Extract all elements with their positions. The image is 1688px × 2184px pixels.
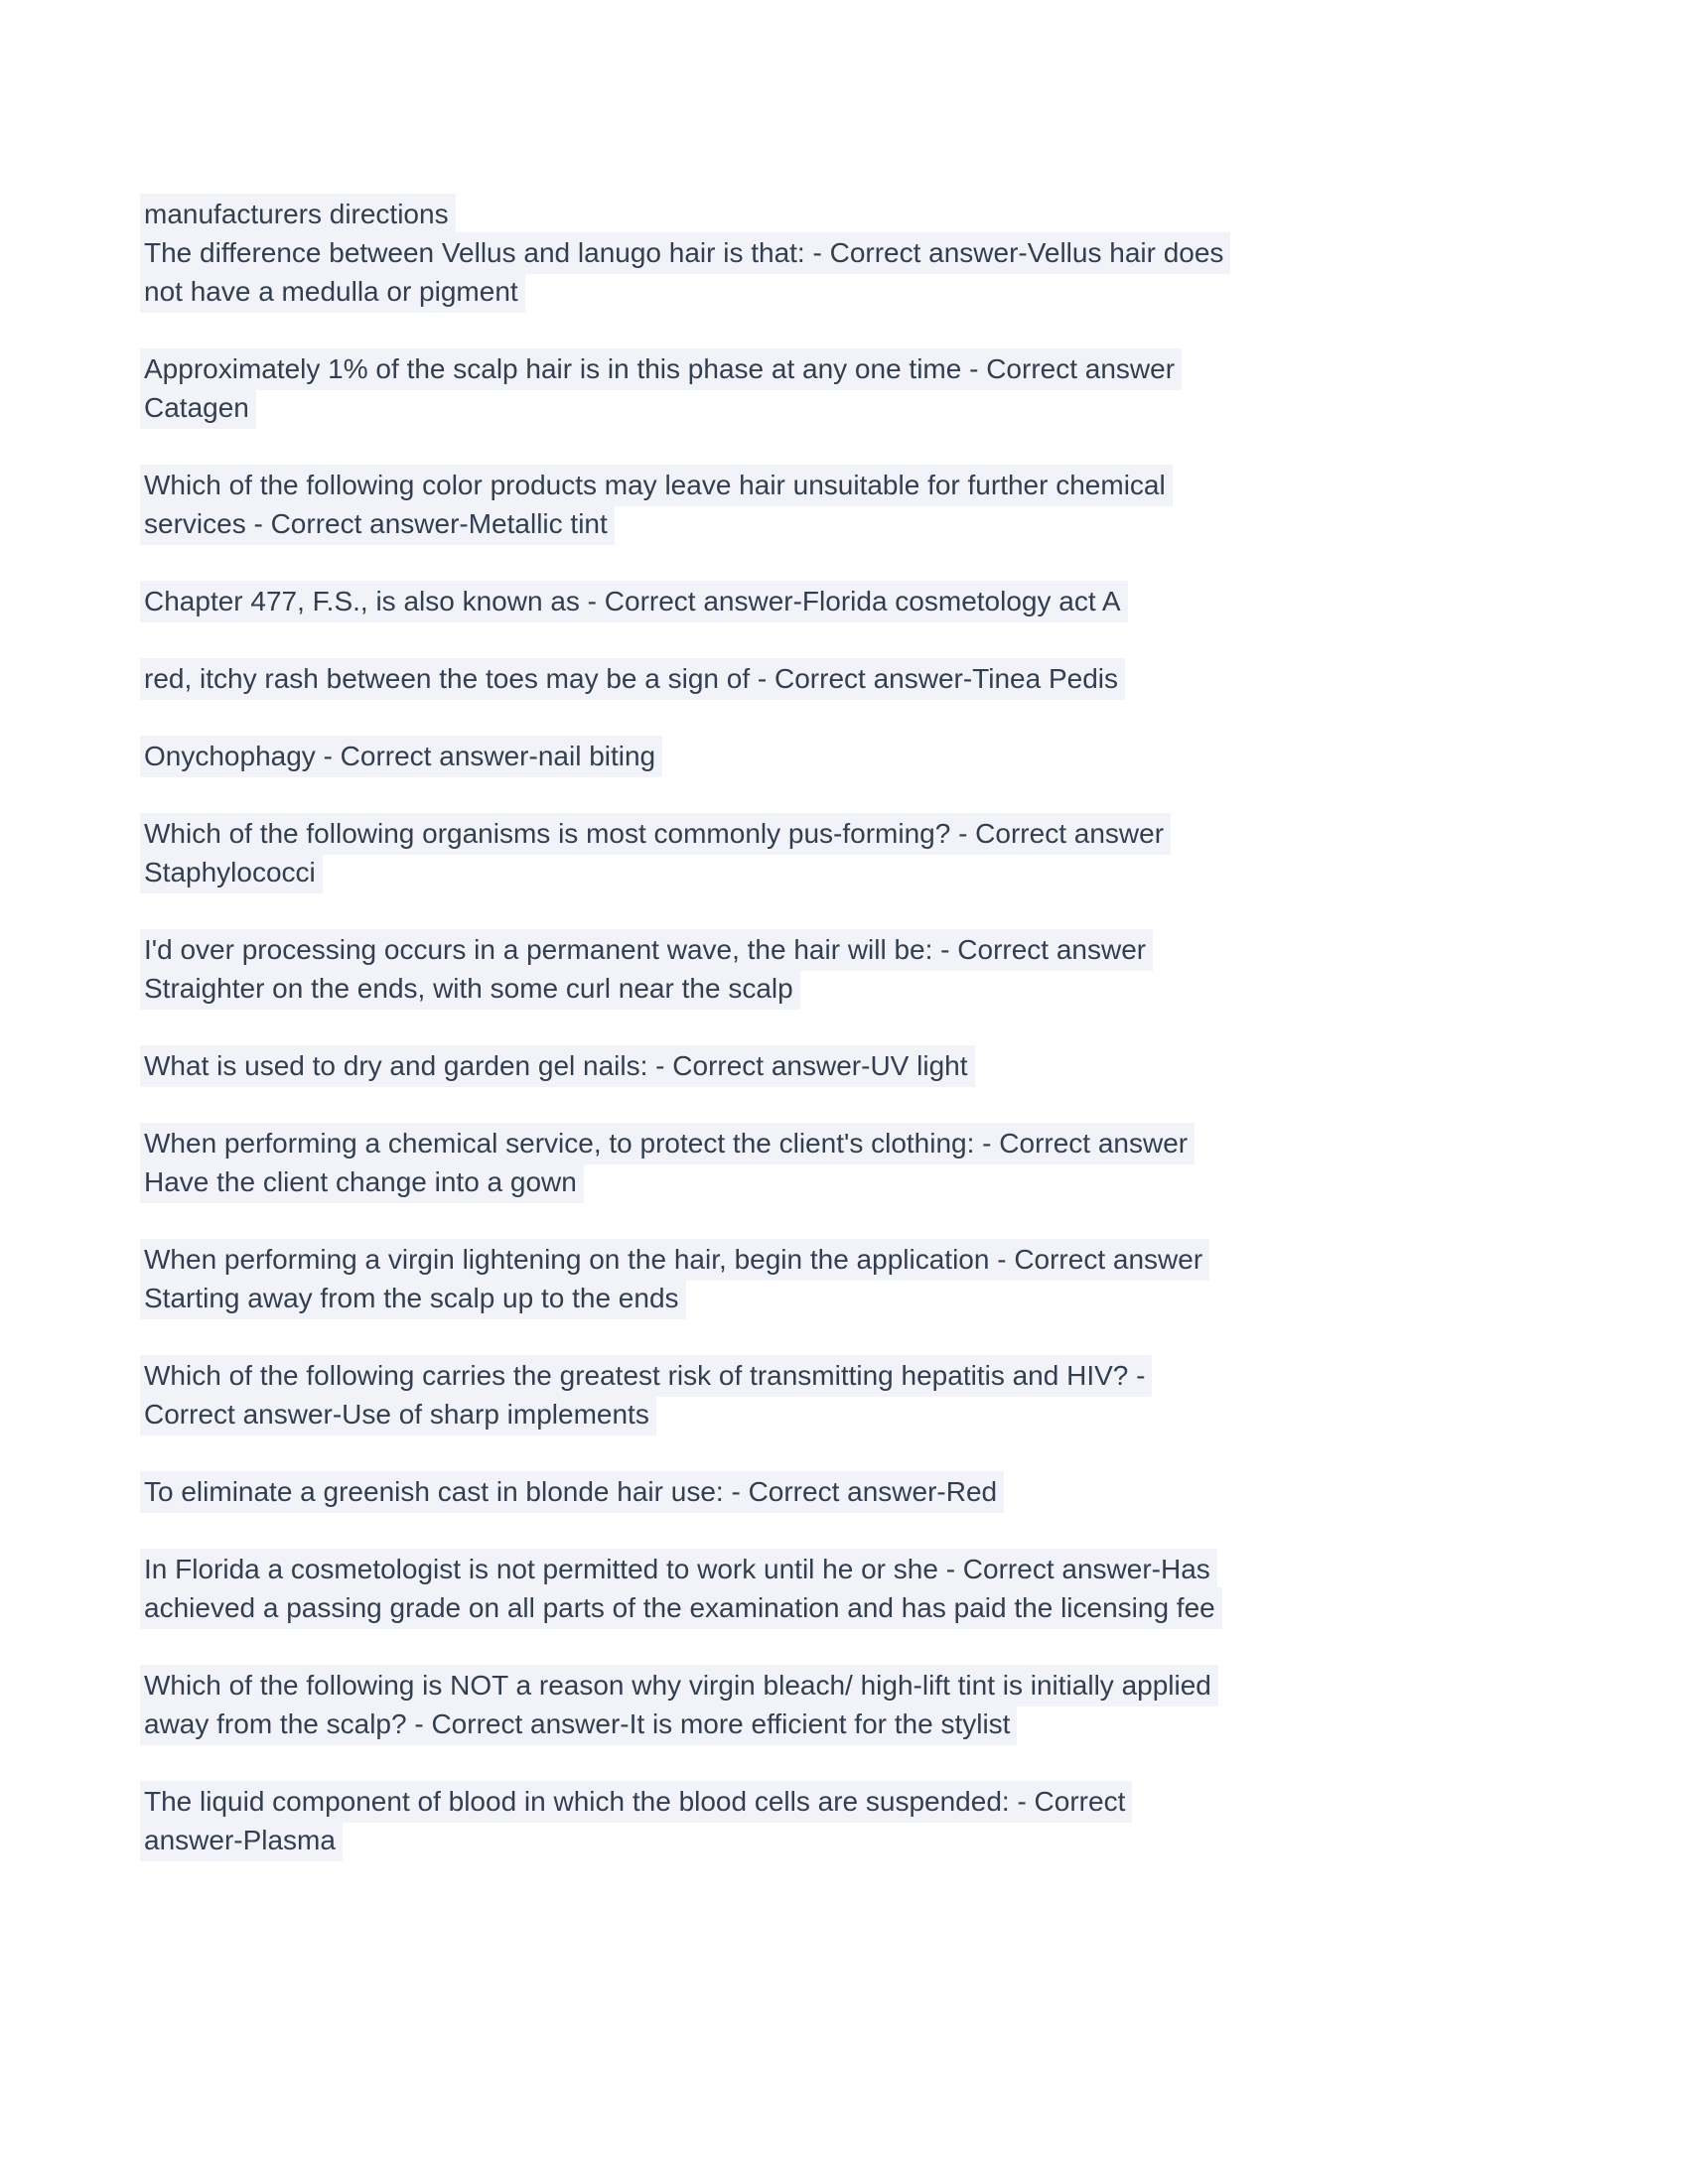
- text-block: [144, 582, 1554, 620]
- text-line: [144, 1046, 1554, 1085]
- highlighted-text: Correct answer-Use of sharp implements: [140, 1394, 656, 1435]
- text-block: [144, 737, 1554, 775]
- text-line: [144, 349, 1554, 388]
- highlighted-text: Starting away from the scalp up to the ends: [140, 1278, 686, 1319]
- text-line: [144, 1124, 1554, 1162]
- highlighted-text: red, itchy rash between the toes may be a sign of - Correct answer-Tinea Pedis: [140, 658, 1125, 700]
- text-block: [144, 1472, 1554, 1511]
- highlighted-text: When performing a chemical service, to protect the client's clothing: - Correct answer: [140, 1123, 1195, 1164]
- text-line: [144, 1472, 1554, 1511]
- text-block: [144, 930, 1554, 1008]
- text-block: [144, 195, 1554, 311]
- document-page: [144, 195, 1554, 1859]
- text-line: [144, 1705, 1554, 1743]
- text-block: [144, 1666, 1554, 1743]
- text-line: [144, 1395, 1554, 1433]
- text-line: [144, 466, 1554, 504]
- highlighted-text: not have a medulla or pigment: [140, 271, 525, 313]
- highlighted-text: answer-Plasma: [140, 1820, 343, 1861]
- text-line: [144, 504, 1554, 543]
- text-line: [144, 582, 1554, 620]
- text-line: [144, 969, 1554, 1008]
- text-line: [144, 1588, 1554, 1627]
- text-block: [144, 1550, 1554, 1627]
- text-line: [144, 1550, 1554, 1588]
- text-line: [144, 272, 1554, 311]
- text-line: [144, 814, 1554, 853]
- text-block: [144, 1046, 1554, 1085]
- highlighted-text: services - Correct answer-Metallic tint: [140, 503, 615, 545]
- text-block: [144, 659, 1554, 698]
- text-block: [144, 1124, 1554, 1201]
- text-line: [144, 737, 1554, 775]
- highlighted-text: When performing a virgin lightening on the hair, begin the application - Correct answer: [140, 1239, 1209, 1281]
- text-line: [144, 1279, 1554, 1317]
- highlighted-text: In Florida a cosmetologist is not permitted to work until he or she - Correct answer-Has: [140, 1549, 1217, 1590]
- text-line: [144, 853, 1554, 891]
- text-line: [144, 1821, 1554, 1859]
- highlighted-text: away from the scalp? - Correct answer-It is more efficient for the stylist: [140, 1704, 1017, 1745]
- highlighted-text: The liquid component of blood in which the blood cells are suspended: - Correct: [140, 1781, 1132, 1823]
- text-line: [144, 1162, 1554, 1201]
- text-line: [144, 1240, 1554, 1279]
- text-line: [144, 930, 1554, 969]
- highlighted-text: I'd over processing occurs in a permanent wave, the hair will be: - Correct answer: [140, 929, 1153, 971]
- highlighted-text: Onychophagy - Correct answer-nail biting: [140, 736, 662, 777]
- text-line: [144, 388, 1554, 427]
- highlighted-text: Which of the following carries the greatest risk of transmitting hepatitis and HIV? -: [140, 1355, 1152, 1397]
- highlighted-text: Which of the following organisms is most commonly pus-forming? - Correct answer: [140, 813, 1171, 855]
- highlighted-text: Chapter 477, F.S., is also known as - Correct answer-Florida cosmetology act A: [140, 581, 1128, 622]
- text-block: [144, 1356, 1554, 1433]
- text-block: [144, 349, 1554, 427]
- text-line: [144, 195, 1554, 233]
- highlighted-text: Staphylococci: [140, 852, 323, 893]
- highlighted-text: Which of the following is NOT a reason why virgin bleach/ high-lift tint is initially applied: [140, 1665, 1218, 1706]
- text-line: [144, 1666, 1554, 1705]
- text-line: [144, 233, 1554, 272]
- highlighted-text: To eliminate a greenish cast in blonde hair use: - Correct answer-Red: [140, 1471, 1004, 1513]
- text-block: [144, 466, 1554, 543]
- text-line: [144, 659, 1554, 698]
- highlighted-text: What is used to dry and garden gel nails: - Correct answer-UV light: [140, 1045, 975, 1087]
- highlighted-text: Approximately 1% of the scalp hair is in this phase at any one time - Correct answer: [140, 348, 1182, 390]
- highlighted-text: Which of the following color products may leave hair unsuitable for further chemical: [140, 465, 1173, 506]
- highlighted-text: Have the client change into a gown: [140, 1161, 584, 1203]
- text-block: [144, 814, 1554, 891]
- highlighted-text: achieved a passing grade on all parts of the examination and has paid the licensing fee: [140, 1587, 1222, 1629]
- text-block: [144, 1240, 1554, 1317]
- highlighted-text: manufacturers directions: [140, 194, 456, 235]
- text-line: [144, 1356, 1554, 1395]
- highlighted-text: The difference between Vellus and lanugo hair is that: - Correct answer-Vellus hair does: [140, 232, 1230, 274]
- text-line: [144, 1782, 1554, 1821]
- text-block: [144, 1782, 1554, 1859]
- highlighted-text: Straighter on the ends, with some curl near the scalp: [140, 968, 800, 1010]
- highlighted-text: Catagen: [140, 387, 256, 429]
